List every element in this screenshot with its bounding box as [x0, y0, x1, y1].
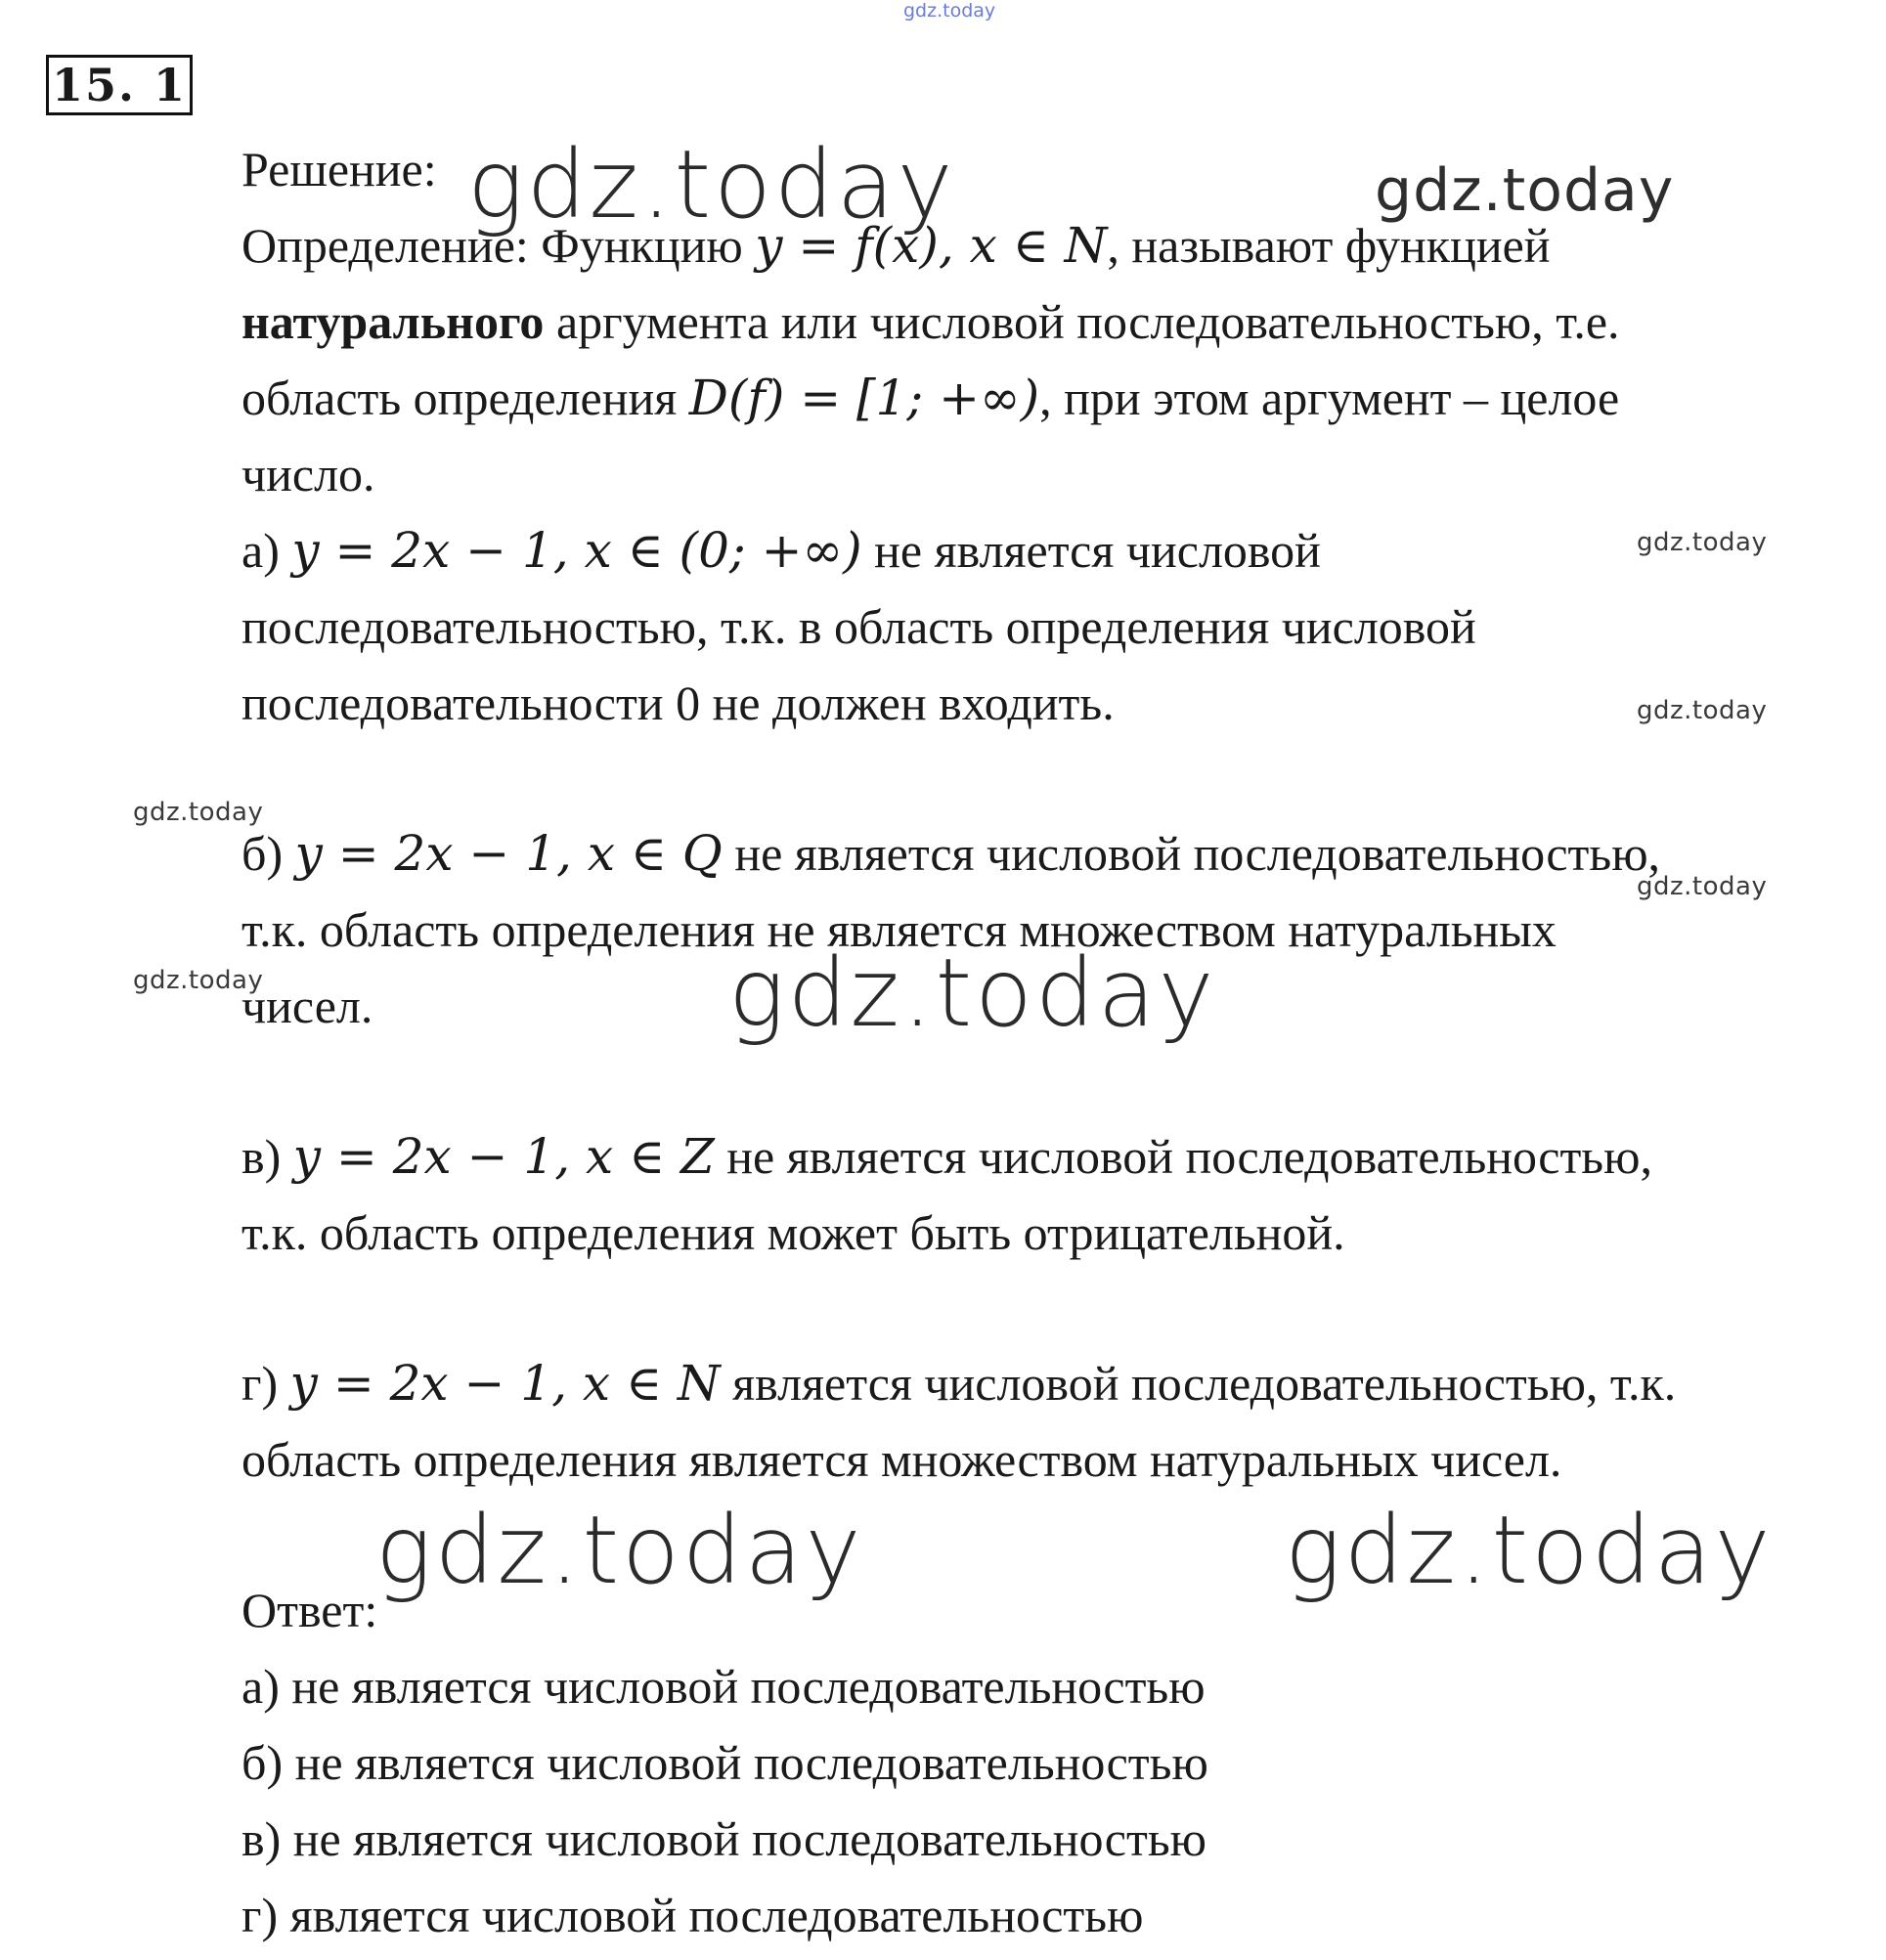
definition-line-2: [241, 294, 1620, 349]
definition-line-3: [241, 370, 1620, 426]
domain-formula: D(f) = [1; +∞): [688, 370, 1040, 426]
watermark-large: gdz.today: [375, 1496, 864, 1605]
watermark-small: gdz.today: [1637, 528, 1768, 557]
definition-line3-prefix: область определения: [241, 370, 689, 425]
item-a-line-1: [241, 522, 1321, 579]
item-b-formula: y = 2x − 1, x ∈ Q: [294, 825, 723, 882]
item-v-rest: не является числовой последовательностью,: [714, 1129, 1652, 1184]
item-g-formula: y = 2x − 1, x ∈ N: [289, 1355, 721, 1412]
item-a-label: а): [241, 523, 292, 578]
item-b-rest: не является числовой последовательностью,: [722, 826, 1661, 881]
item-a-line-3: последовательности 0 не должен входить.: [241, 675, 1115, 730]
item-g-label: г): [241, 1356, 290, 1411]
answer-label: Ответ:: [241, 1583, 378, 1637]
item-g-line-2: область определения является множеством натуральных чисел.: [241, 1432, 1562, 1487]
item-v-line-1: [241, 1128, 1652, 1185]
item-v-formula: y = 2x − 1, x ∈ Z: [292, 1128, 715, 1185]
answer-line-g: г) является числовой последовательностью: [241, 1888, 1144, 1942]
item-b-line-2: т.к. область определения не является множеством натуральных: [241, 902, 1557, 957]
watermark-top: gdz.today: [903, 0, 996, 22]
definition-suffix: , называют функцией: [1107, 218, 1551, 273]
item-a-line-2: последовательностью, т.к. в область определения числовой: [241, 599, 1476, 654]
item-a-formula: y = 2x − 1, x ∈ (0; +∞): [291, 522, 862, 579]
watermark-small: gdz.today: [133, 798, 264, 827]
definition-line-4: число.: [241, 447, 375, 501]
task-number: 15. 1: [46, 55, 193, 115]
definition-line2-rest: аргумента или числовой последовательностью, т.е.: [544, 294, 1620, 349]
item-v-label: в): [241, 1129, 293, 1184]
watermark-small: gdz.today: [1637, 872, 1768, 901]
answer-line-v: в) не является числовой последовательностью: [241, 1811, 1206, 1866]
watermark-medium: gdz.today: [1375, 156, 1675, 225]
definition-line3-suffix: , при этом аргумент – целое: [1039, 370, 1620, 425]
item-b-line-3: чисел.: [241, 979, 373, 1033]
answer-line-a: а) не является числовой последовательностью: [241, 1659, 1206, 1714]
answer-line-b: б) не является числовой последовательностью: [241, 1735, 1208, 1790]
definition-bold-word: натурального: [241, 294, 545, 349]
item-g-rest: является числовой последовательностью, т.к.: [720, 1356, 1677, 1411]
item-b-label: б): [241, 826, 295, 881]
definition-formula: y = f(x), x ∈ N: [755, 217, 1108, 274]
definition-prefix: Определение: Функцию: [241, 218, 756, 273]
item-b-line-1: [241, 825, 1661, 882]
watermark-small: gdz.today: [1637, 696, 1768, 725]
watermark-large: gdz.today: [467, 130, 956, 240]
watermark-small: gdz.today: [133, 966, 264, 995]
watermark-large: gdz.today: [728, 938, 1217, 1048]
item-a-rest: не является числовой: [861, 523, 1321, 578]
solution-label: Решение:: [241, 142, 437, 196]
item-v-line-2: т.к. область определения может быть отрицательной.: [241, 1205, 1345, 1260]
watermark-large: gdz.today: [1285, 1496, 1774, 1605]
item-g-line-1: [241, 1355, 1677, 1412]
